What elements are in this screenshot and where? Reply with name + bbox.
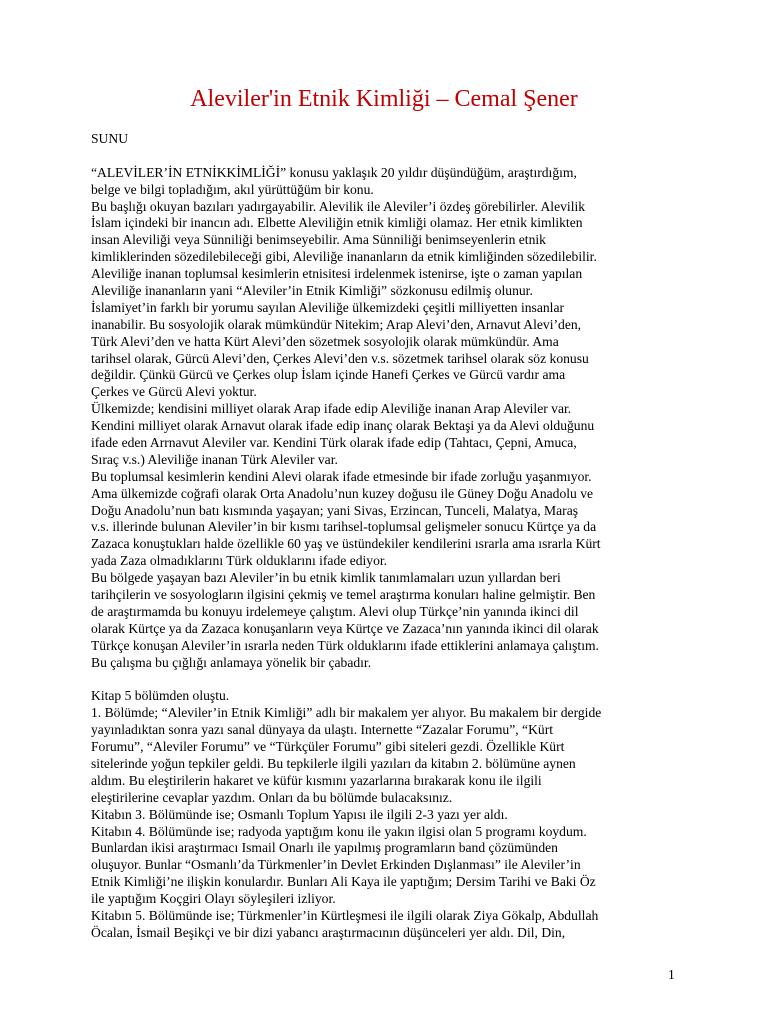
body-line: Ülkemizde; kendisini milliyet olarak Arap ifade edip Aleviliğe inanan Arap Aleviler var. bbox=[91, 401, 572, 417]
body-line: Öcalan, İsmail Beşikçi ve bir dizi yabancı araştırmacının düşünceleri yer aldı. Dil, Din, bbox=[91, 924, 566, 940]
body-line: tarihsel olarak, Gürcü Alevi’den, Çerkes Alevi’den v.s. sözetmek tarihsel olarak söz konusu bbox=[91, 350, 589, 366]
document-body bbox=[91, 131, 731, 942]
body-line: Bunlardan ikisi araştırmacı Ismail Onarlı ile yapılmış programların band çözümünden bbox=[91, 840, 558, 856]
body-line: Etnik Kimliği’ne ilişkin konulardır. Bunları Ali Kaya ile yaptığım; Dersim Tarihi ve Baki Öz bbox=[91, 874, 596, 890]
document-title: Aleviler'in Etnik Kimliği – Cemal Şener bbox=[190, 86, 578, 112]
body-line: Zazaca konuştukları halde özellikle 60 yaş ve üstündekiler kendilerini ısrarla ama ısrarla Kürt bbox=[91, 536, 601, 552]
body-line: oluşuyor. Bunlar “Osmanlı’da Türkmenler’in Devlet Erkinden Dışlanması” ile Aleviler’in bbox=[91, 857, 581, 873]
body-line: Kitabın 4. Bölümünde ise; radyoda yaptığım konu ile yakın ilgisi olan 5 programı koydum. bbox=[91, 823, 587, 839]
body-line: ile yaptığım Koçgiri Olayı söyleşileri izliyor. bbox=[91, 891, 336, 907]
body-line: aldım. Bu eleştirilerin hakaret ve küfür kısmını yazarlarına bırakarak konu ile ilgili bbox=[91, 772, 542, 788]
body-line: olarak Kürtçe ya da Zazaca konuşanların veya Kürtçe ve Zazaca’nın yanında ikinci dil olarak bbox=[91, 620, 599, 636]
body-line: Doğu Anadolu’nun batı kısmında yaşayan; yani Sivas, Erzincan, Tunceli, Malatya, Maraş bbox=[91, 502, 579, 518]
body-line: yada Zaza olmadıklarını Türk olduklarını ifade ediyor. bbox=[91, 553, 388, 569]
body-line: Aleviliğe inanan toplumsal kesimlerin etnisitesi irdelenmek istenirse, işte o zaman yapılan bbox=[91, 266, 583, 282]
page-number: 1 bbox=[668, 967, 675, 982]
body-line: Aleviliğe inananların yani “Aleviler’in Etnik Kimliği” sözkonusu edilmiş olunur. bbox=[91, 283, 533, 299]
body-line: Kitabın 5. Bölümünde ise; Türkmenler’in Kürtleşmesi ile ilgili olarak Ziya Gökalp, Abdullah bbox=[91, 907, 599, 923]
body-line bbox=[91, 148, 731, 165]
body-line: eleştirilerine cevaplar yazdım. Onları da bu bölümde bulacaksınız. bbox=[91, 789, 453, 805]
body-line: Kendini milliyet olarak Arnavut olarak ifade edip inanç olarak Bektaşi ya da Alevi olduğunu bbox=[91, 418, 595, 434]
body-line: İslamiyet’in farklı bir yorumu sayılan Aleviliğe ülkemizdeki çeşitli milliyetten insanlar bbox=[91, 299, 565, 315]
body-line: inanabilir. Bu sosyolojik olarak mümkündür Nitekim; Arap Alevi’den, Arnavut Alevi’den, bbox=[91, 316, 582, 332]
body-line: Ama ülkemizde coğrafi olarak Orta Anadolu’nun kuzey doğusu ile Güney Doğu Anadolu ve bbox=[91, 485, 594, 501]
body-line: insan Aleviliği veya Sünniliği benimseyebilir. Ama Sünniliği benimseyenlerin etnik bbox=[91, 232, 546, 248]
body-line: Bu toplumsal kesimlerin kendini Alevi olarak ifade etmesinde bir ifade zorluğu yaşanmıyor. bbox=[91, 468, 592, 484]
body-line: ifade eden Arrnavut Aleviler var. Kendini Türk olarak ifade edip (Tahtacı, Çepni, Amuca, bbox=[91, 435, 577, 451]
body-line: Bu başlığı okuyan bazıları yadırgayabilir. Alevilik ile Aleviler’i özdeş görebilirler. Alevilik bbox=[91, 198, 586, 214]
body-line: de araştırmamda bu konuyu irdelemeye çalıştım. Alevi olup Türkçe’nin yanında ikinci dil bbox=[91, 603, 579, 619]
body-line: SUNU bbox=[91, 131, 129, 146]
body-line: Kitabın 3. Bölümünde ise; Osmanlı Toplum Yapısı ile ilgili 2-3 yazı yer aldı. bbox=[91, 806, 508, 822]
body-line: 1. Bölümde; “Aleviler’in Etnik Kimliği” adlı bir makalem yer alıyor. Bu makalem bir dergide bbox=[91, 705, 602, 721]
body-line: kimliklerinden sözedilebileceği gibi, Aleviliğe inananların da etnik kimliğinden sözedilebilir. bbox=[91, 249, 597, 265]
body-line: tarihçilerin ve sosyologların ilgisini çekmiş ve temel araştırma konuları haline gelmiştir. Ben bbox=[91, 587, 596, 603]
body-line: Çerkes ve Gürcü Alevi yoktur. bbox=[91, 384, 257, 400]
body-line: belge ve bilgi topladığım, akıl yürüttüğüm bir konu. bbox=[91, 181, 374, 197]
body-line: değildir. Çünkü Gürcü ve Çerkes olup İslam içinde Hanefi Çerkes ve Gürcü vardır ama bbox=[91, 367, 566, 383]
body-line: Sıraç v.s.) Aleviliğe inanan Türk Aleviler var. bbox=[91, 451, 338, 467]
body-line: Forumu”, “Aleviler Forumu” ve “Türkçüler Forumu” gibi siteleri gezdi. Özellikle Kürt bbox=[91, 739, 565, 755]
body-line: Türk Alevi’den ve hatta Kürt Alevi’den sözetmek sosyolojik olarak mümkündür. Ama bbox=[91, 333, 559, 349]
body-line bbox=[91, 672, 731, 689]
body-line: “ALEVİLER’İN ETNİKKİMLİĞİ” konusu yaklaşık 20 yıldır düşündüğüm, araştırdığım, bbox=[91, 164, 577, 180]
body-line: v.s. illerinde bulunan Aleviler’in bir kısmı tarihsel-toplumsal gelişmeler sonucu Kürtçe ya da bbox=[91, 519, 597, 535]
body-line: Kitap 5 bölümden oluştu. bbox=[91, 688, 230, 704]
body-line: Bu çalışma bu çığlığı anlamaya yönelik bir çabadır. bbox=[91, 654, 372, 670]
body-line: Bu bölgede yaşayan bazı Aleviler’in bu etnik kimlik tanımlamaları uzun yıllardan beri bbox=[91, 570, 561, 586]
body-line: yayınladıktan sonra yazı sanal dünyaya da ulaştı. Internette “Zazalar Forumu”, “Kürt bbox=[91, 722, 554, 738]
body-line: Türkçe konuşan Aleviler’in ısrarla neden Türk olduklarını ifade ettiklerini anlamaya çalıştım. bbox=[91, 637, 599, 653]
body-line: İslam içindeki bir inancın adı. Elbette Aleviliğin etnik kimliği olamaz. Her etnik kimlikten bbox=[91, 215, 583, 231]
body-line: sitelerinde yoğun tepkiler geldi. Bu tepkilerle ilgili yazıları da kitabın 2. bölümüne aynen bbox=[91, 755, 576, 771]
